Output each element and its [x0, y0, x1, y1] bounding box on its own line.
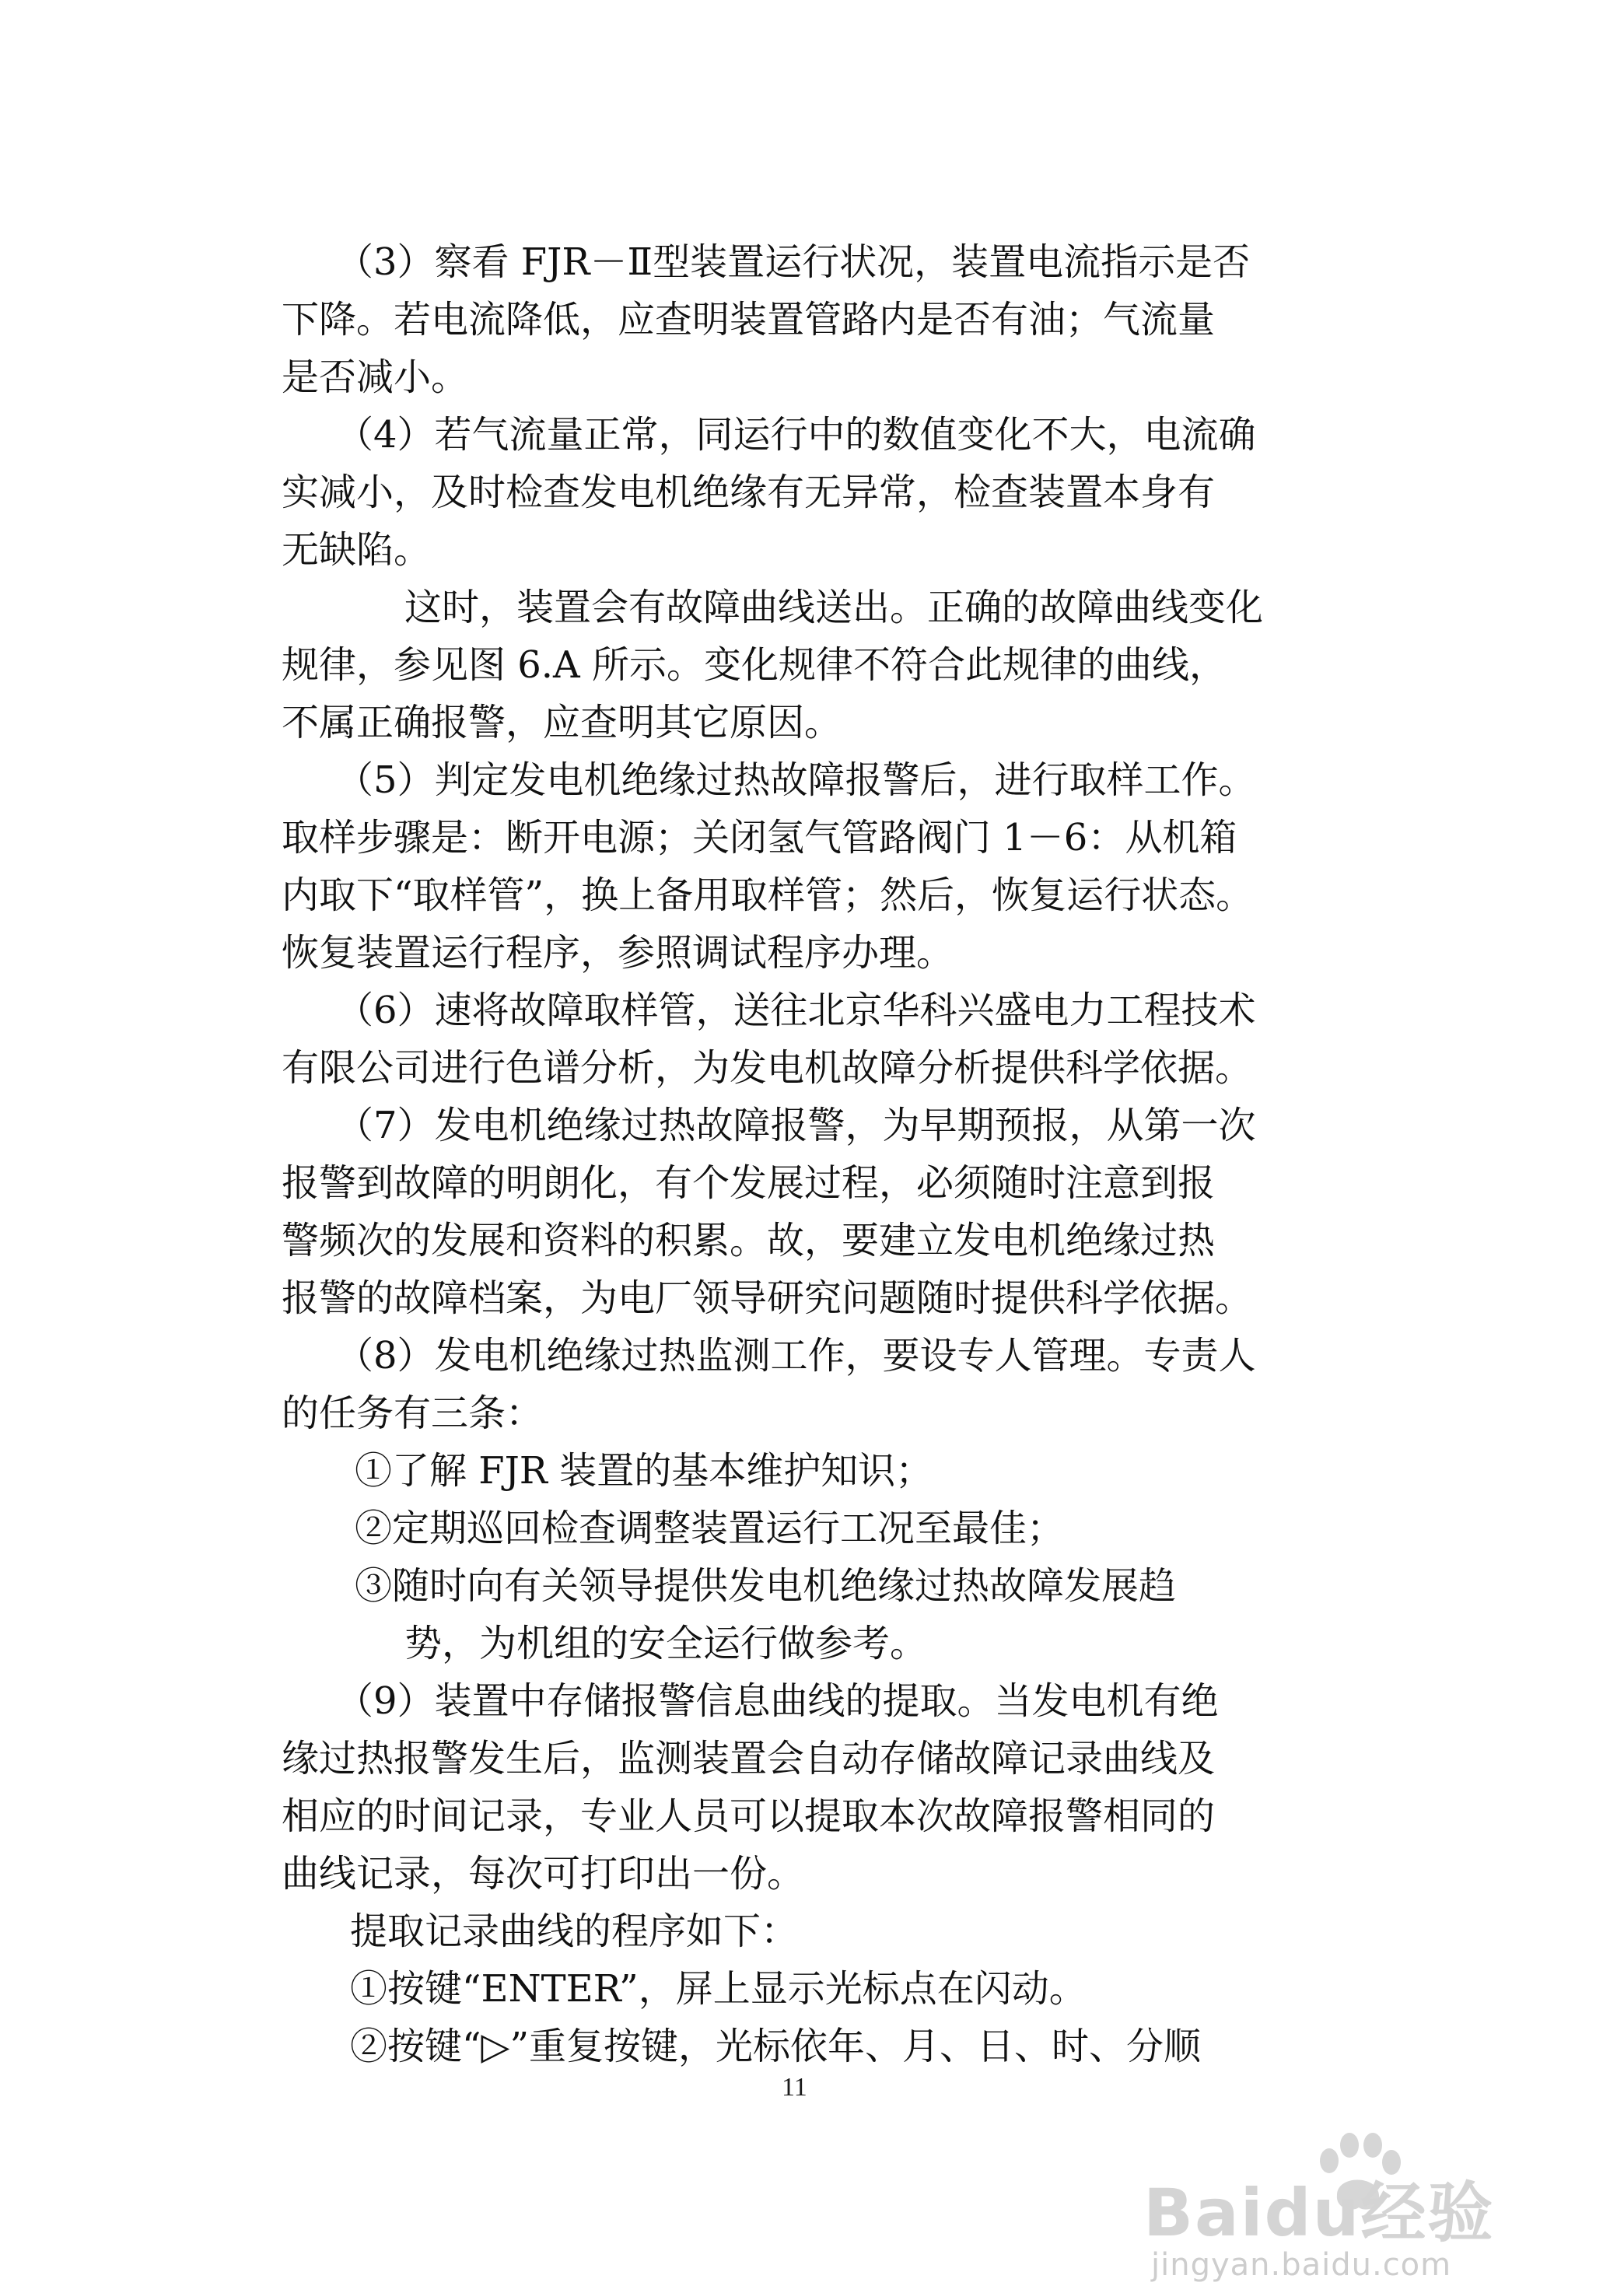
text-line: 恢复装置运行程序，参照调试程序办理。 — [282, 931, 954, 975]
text-line: 实减小，及时检查发电机绝缘有无异常，检查装置本身有 — [282, 471, 1216, 514]
baidu-jingyan-watermark — [1143, 2131, 1579, 2283]
text-line: 曲线记录，每次可打印出一份。 — [282, 1852, 805, 1896]
text-line: 报警到故障的明朗化，有个发展过程，必须随时注意到报 — [282, 1161, 1216, 1205]
list-item: ③随时向有关领导提供发电机绝缘过热故障发展趋 — [355, 1564, 1177, 1608]
list-item: ②按键“▷”重复按键，光标依年、月、日、时、分顺 — [350, 2025, 1201, 2068]
watermark-url-text: jingyan.baidu.com — [1151, 2247, 1452, 2283]
list-item-continuation: 势，为机组的安全运行做参考。 — [404, 1622, 928, 1665]
text-line: 有限公司进行色谱分析，为发电机故障分析提供科学依据。 — [282, 1046, 1253, 1090]
text-line: 缘过热报警发生后，监测装置会自动存储故障记录曲线及 — [282, 1737, 1216, 1780]
text-line: 这时，装置会有故障曲线送出。正确的故障曲线变化 — [404, 586, 1264, 629]
text-line: 无缺陷。 — [282, 528, 432, 572]
text-line: 不属正确报警，应查明其它原因。 — [282, 701, 842, 744]
text-line: 下降。若电流降低，应查明装置管路内是否有油；气流量 — [282, 298, 1216, 341]
list-item: ②定期巡回检查调整装置运行工况至最佳； — [355, 1507, 1065, 1550]
text-line: 相应的时间记录，专业人员可以提取本次故障报警相同的 — [282, 1794, 1216, 1838]
text-line: （4）若气流量正常，同运行中的数值变化不大，电流确 — [336, 413, 1256, 457]
text-line: （7）发电机绝缘过热故障报警，为早期预报，从第一次 — [336, 1104, 1256, 1147]
text-line: 取样步骤是：断开电源；关闭氢气管路阀门 1－6：从机箱 — [282, 816, 1237, 859]
text-line: 内取下“取样管”，换上备用取样管；然后，恢复运行状态。 — [282, 873, 1254, 917]
text-line: （6）速将故障取样管，送往北京华科兴盛电力工程技术 — [336, 989, 1256, 1032]
text-line: （8）发电机绝缘过热监测工作，要设专人管理。专责人 — [336, 1334, 1256, 1378]
text-line: 报警的故障档案，为电厂领导研究问题随时提供科学依据。 — [282, 1276, 1253, 1320]
text-line: 提取记录曲线的程序如下： — [350, 1910, 799, 1953]
list-item: ①了解 FJR 装置的基本维护知识； — [355, 1449, 933, 1493]
text-line: 的任务有三条： — [282, 1392, 544, 1435]
page-number: 11 — [782, 2073, 807, 2102]
text-line: （9）装置中存储报警信息曲线的提取。当发电机有绝 — [336, 1679, 1219, 1723]
text-line: （3）察看 FJR－Ⅱ型装置运行状况，装置电流指示是否 — [336, 240, 1251, 284]
text-line: 规律，参见图 6.A 所示。变化规律不符合此规律的曲线， — [282, 643, 1227, 687]
watermark-logo-text: Baidu经验 — [1143, 2175, 1495, 2251]
text-line: 警频次的发展和资料的积累。故，要建立发电机绝缘过热 — [282, 1219, 1216, 1262]
text-line: 是否减小。 — [282, 355, 469, 399]
text-line: （5）判定发电机绝缘过热故障报警后，进行取样工作。 — [336, 758, 1256, 802]
list-item: ①按键“ENTER”，屏上显示光标点在闪动。 — [350, 1967, 1087, 2011]
